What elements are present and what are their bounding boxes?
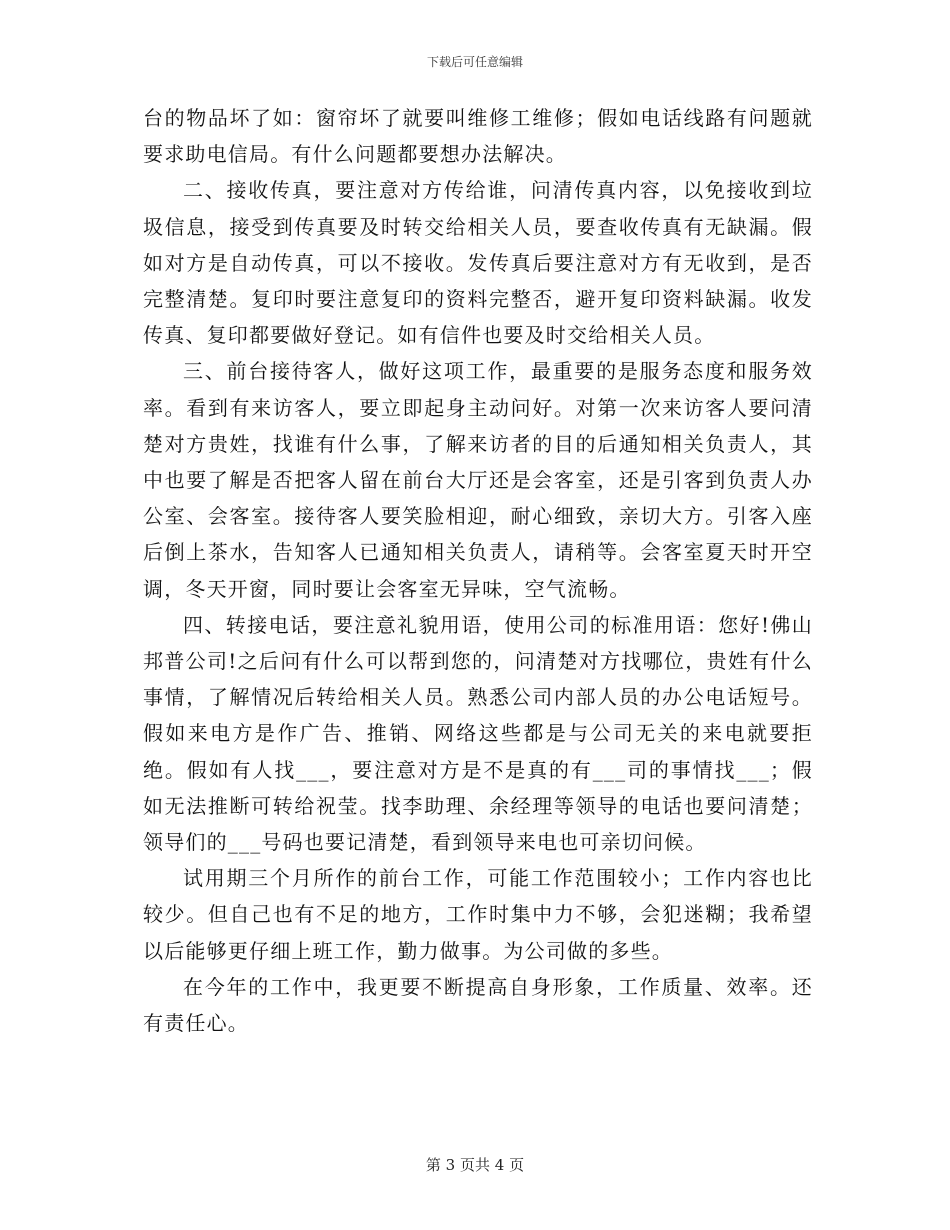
paragraph-3: 三、前台接待客人，做好这项工作，最重要的是服务态度和服务效率。看到有来访客人，要立即起身主动问好。对第一次来访客人要问清楚对方贵姓，找谁有什么事，了解来访者的目的后通知相关负责人，其中也要了解是否把客人留在前台大厅还是会客室，还是引客到负责人办公室、会客室。接待客人要笑脸相迎，耐心细致，亲切大方。引客入座后倒上茶水，告知客人已通知相关负责人，请稍等。会客室夏天时开空调，冬天开窗，同时要让会客室无异味，空气流畅。 [143, 359, 813, 601]
paragraph-2: 二、接收传真，要注意对方传给谁，问清传真内容，以免接收到垃圾信息，接受到传真要及时转交给相关人员，要查收传真有无缺漏。假如对方是自动传真，可以不接收。发传真后要注意对方有无收到，是否完整清楚。复印时要注意复印的资料完整否，避开复印资料缺漏。收发传真、复印都要做好登记。如有信件也要及时交给相关人员。 [143, 178, 813, 348]
paragraph-1: 台的物品坏了如：窗帘坏了就要叫维修工维修；假如电话线路有问题就要求助电信局。有什么问题都要想办法解决。 [143, 106, 813, 167]
paragraph-6: 在今年的工作中，我更要不断提高自身形象，工作质量、效率。还有责任心。 [143, 974, 813, 1036]
document-body [143, 100, 813, 1041]
page-header: 下载后可任意编辑 [426, 55, 523, 69]
paragraph-5: 试用期三个月所作的前台工作，可能工作范围较小；工作内容也比较少。但自己也有不足的地方，工作时集中力不够，会犯迷糊；我希望以后能够更仔细上班工作，勤力做事。为公司做的多些。 [143, 866, 813, 963]
paragraph-4: 四、转接电话，要注意礼貌用语，使用公司的标准用语：您好!佛山邦普公司!之后问有什么可以帮到您的，问清楚对方找哪位，贵姓有什么事情，了解情况后转给相关人员。熟悉公司内部人员的办公电话短号。假如来电方是作广告、推销、网络这些都是与公司无关的来电就要拒绝。假如有人找___，要注意对方是不是真的有___司的事情找___；假如无法推断可转给祝莹。找李助理、余经理等领导的电话也要问清楚；领导们的___号码也要记清楚，看到领导来电也可亲切问候。 [143, 612, 813, 855]
page-footer: 第 3 页共 4 页 [425, 1156, 525, 1174]
